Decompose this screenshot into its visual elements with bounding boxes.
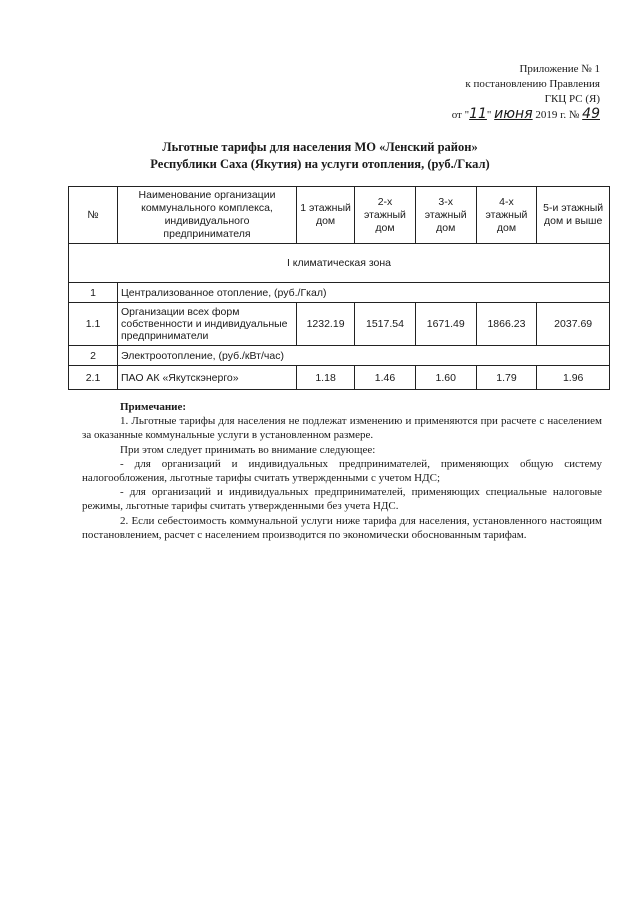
appendix-reference: к постановлению Правления [465,78,600,90]
section-label: Электроотопление, (руб./кВт/час) [118,346,610,366]
tariff-value: 1.60 [415,366,476,390]
header-2-floor: 2-х этажный дом [355,187,416,244]
note-paragraph: При этом следует принимать во внимание следующее: [120,443,376,456]
zone-row [69,244,610,283]
document-title: Льготные тарифы для населения МО «Ленский район» Республики Саха (Якутия) на услуги отопления, (руб./Гкал) [150,140,490,171]
table-row: 1.1 Организации всех форм собственности и индивидуальные предприниматели 1232.19 1517.54 1671.49 1866.23 2037.69 [69,303,610,346]
note-paragraph: 2. Если себестоимость коммунальной услуги ниже тарифа для населения, установленного настоящим постановлением, расчет с населением производится по экономически обоснованным тарифам. [82,514,602,541]
header-3-floor: 3-х этажный дом [415,187,476,244]
header-number: № [69,187,118,244]
tariff-value: 1.79 [476,366,537,390]
handwritten-month: июня [494,106,533,122]
section-row: 1 Централизованное отопление, (руб./Гкал) [69,283,610,303]
note-section [82,400,602,542]
appendix-header [370,62,600,123]
tariff-value: 1866.23 [476,303,537,346]
tariff-value: 1232.19 [297,303,355,346]
organization-name: Организации всех форм собственности и индивидуальные предприниматели [118,303,297,346]
section-label: Централизованное отопление, (руб./Гкал) [118,283,610,303]
appendix-number: Приложение № 1 [519,63,600,75]
tariff-value: 1517.54 [355,303,416,346]
tariff-value: 1.46 [355,366,416,390]
tariff-value: 1.18 [297,366,355,390]
tariff-table [68,186,610,390]
handwritten-number: 49 [582,106,600,122]
section-row: 2 Электроотопление, (руб./кВт/час) [69,346,610,366]
tariff-value: 2037.69 [537,303,610,346]
table-header-row [69,187,610,244]
note-title: Примечание: [120,401,187,413]
organization-name: ПАО АК «Якутскэнерго» [118,366,297,390]
header-organization: Наименование организации коммунального комплекса, индивидуального предпринимателя [118,187,297,244]
handwritten-day: 11 [469,106,487,122]
tariff-value: 1.96 [537,366,610,390]
header-5-floor: 5-и этажный дом и выше [537,187,610,244]
table-row: 2.1 ПАО АК «Якутскэнерго» 1.18 1.46 1.60 1.79 1.96 [69,366,610,390]
header-1-floor: 1 этажный дом [297,187,355,244]
note-paragraph: 1. Льготные тарифы для населения не подлежат изменению и применяются при расчете с населением за оказанные коммунальные услуги в установленном размере. [82,415,602,442]
appendix-authority: ГКЦ РС (Я) [544,93,600,105]
note-paragraph: - для организаций и индивидуальных предпринимателей, применяющих общую систему налогообложения, льготные тарифы считать утвержденными с учетом НДС; [82,457,602,485]
header-4-floor: 4-х этажный дом [476,187,537,244]
tariff-value: 1671.49 [415,303,476,346]
appendix-date-line: от "11" июня 2019 г. № 49 [451,106,600,122]
note-paragraph: - для организаций и индивидуальных предпринимателей, применяющих специальные налоговые режимы, льготные тарифы считать утвержденными без учета НДС. [82,486,602,513]
climate-zone: I климатическая зона [69,244,610,283]
